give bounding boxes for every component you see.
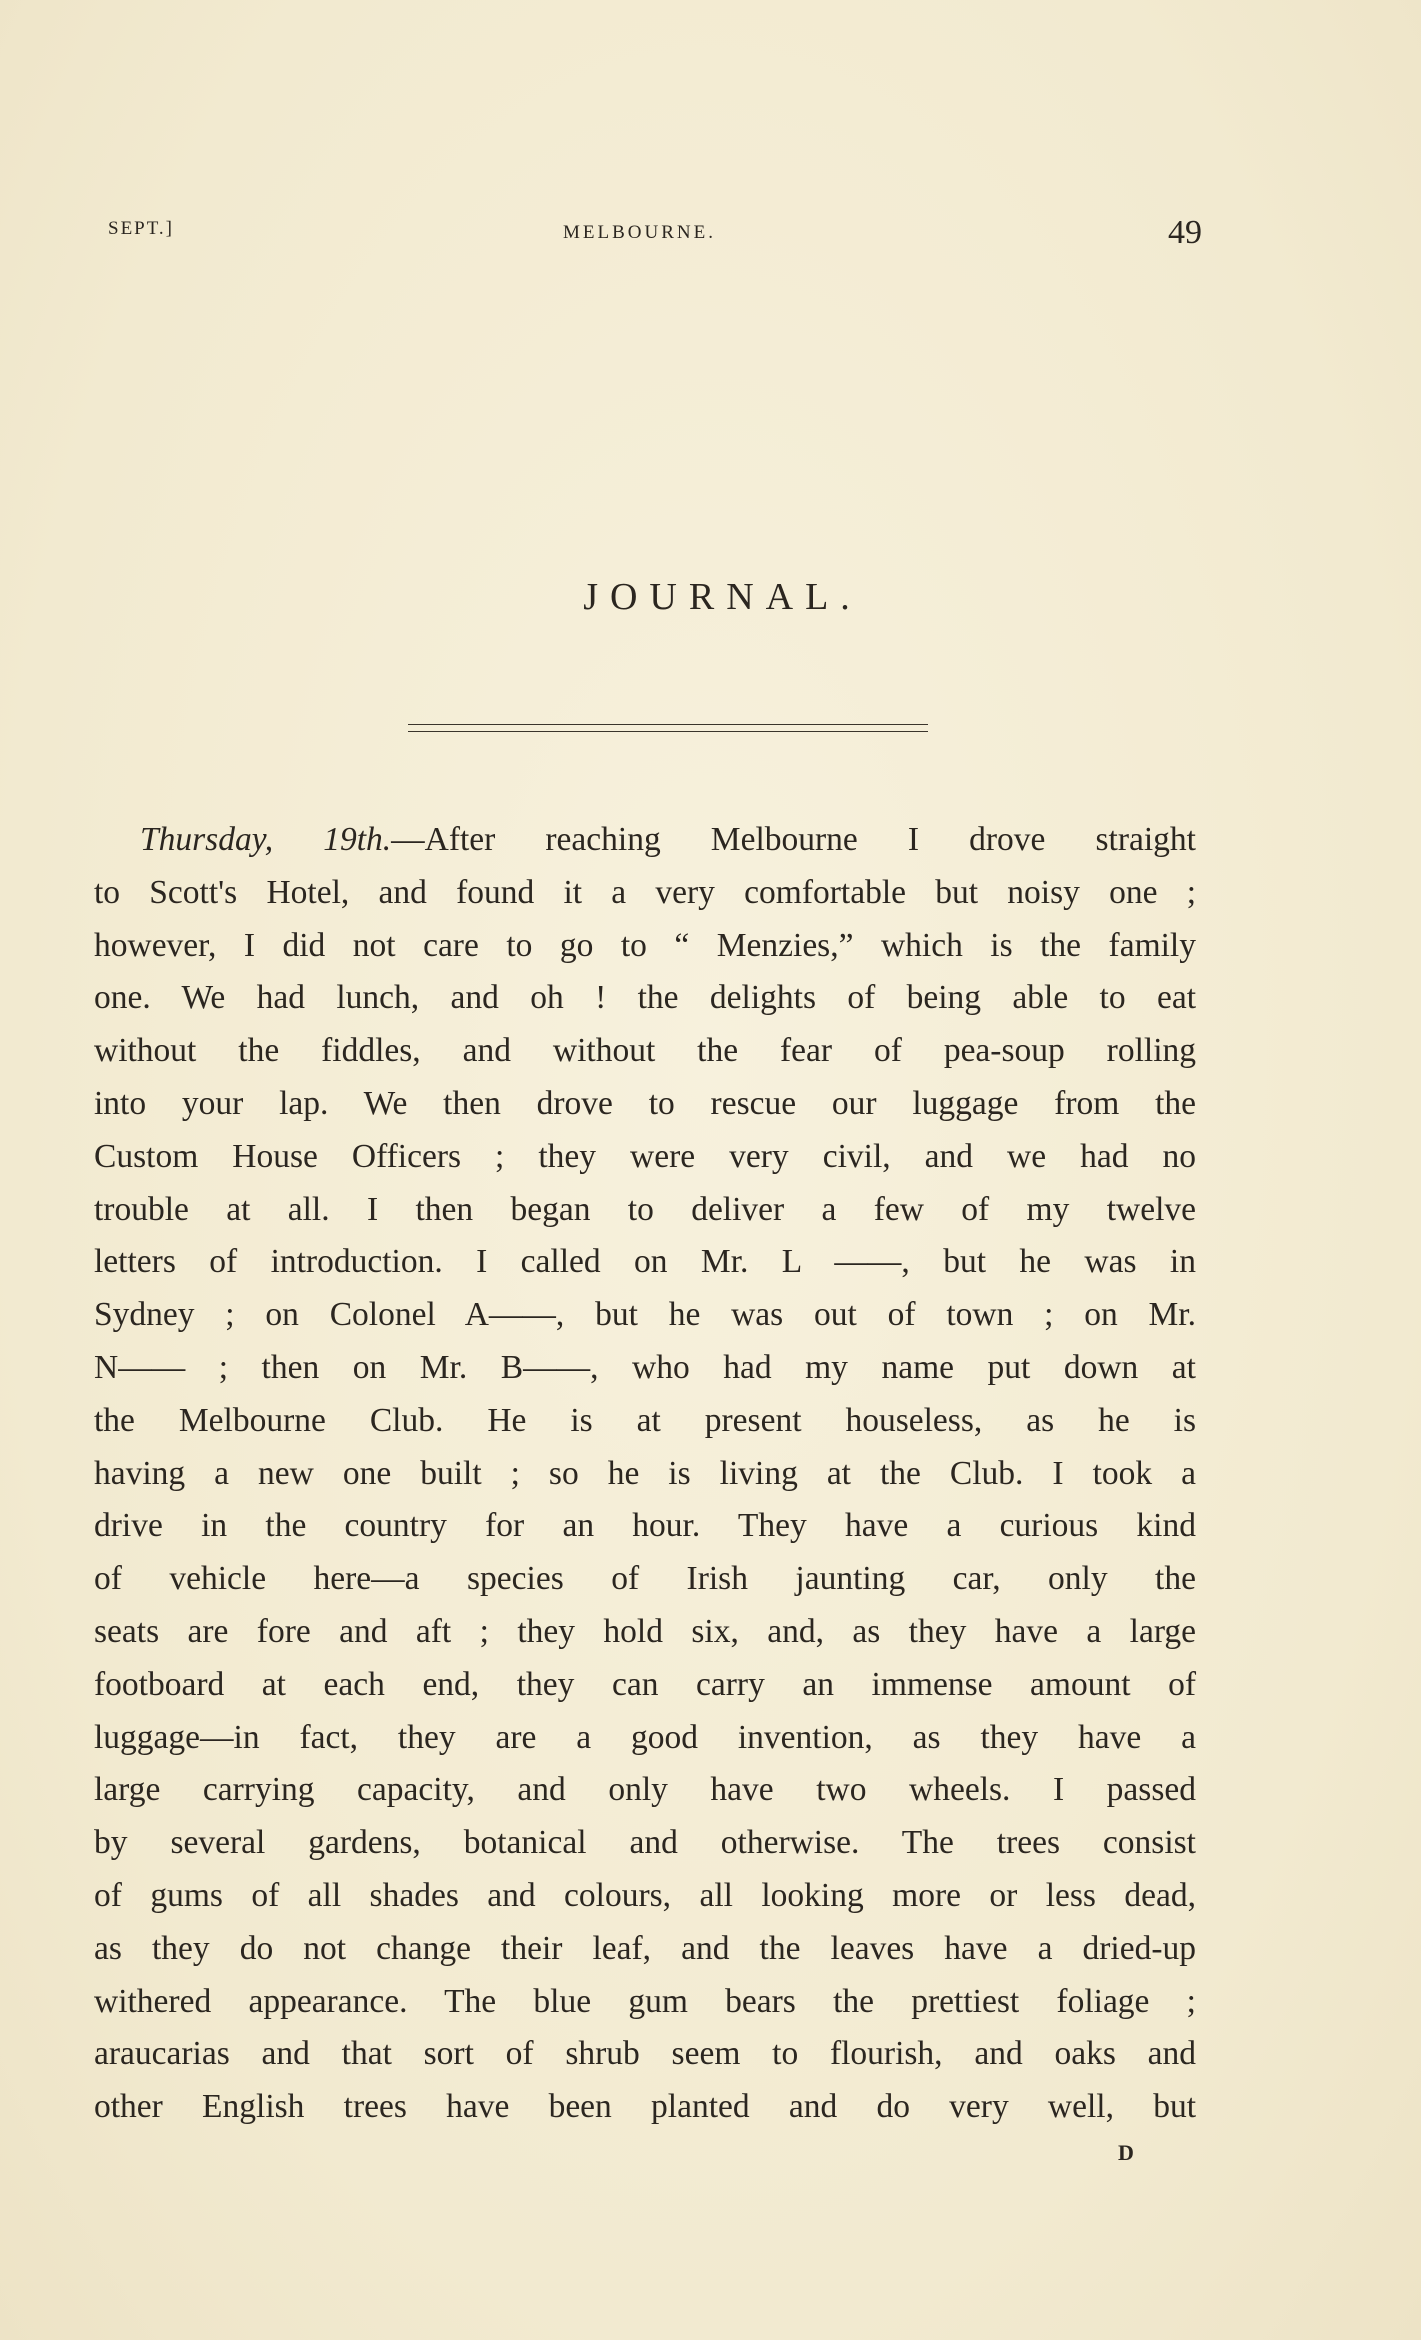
running-head-month: SEPT.] (108, 218, 175, 239)
text-line: to Scott's Hotel, and found it a very comfortable but noisy one ; (94, 873, 1196, 911)
text-line: luggage—in fact, they are a good invention, as they have a (94, 1718, 1196, 1756)
entry-date: Thursday, 19th. (140, 821, 392, 858)
title-rule-top (408, 724, 928, 725)
text-line: large carrying capacity, and only have two wheels. I passed (94, 1771, 1196, 1809)
text-line: by several gardens, botanical and otherwise. The trees consist (94, 1824, 1196, 1862)
journal-entry (94, 814, 1196, 2134)
title-rule-bottom (408, 731, 928, 732)
signature-mark: D (1118, 2140, 1134, 2165)
text-line: of gums of all shades and colours, all looking more or less dead, (94, 1876, 1196, 1914)
text-line: Custom House Officers ; they were very civil, and we had no (94, 1137, 1196, 1175)
text-line: other English trees have been planted and do very well, but (94, 2088, 1196, 2126)
page-number: 49 (1168, 214, 1202, 251)
section-title: JOURNAL. (583, 576, 862, 618)
text-line: araucarias and that sort of shrub seem to flourish, and oaks and (94, 2035, 1196, 2073)
text-line: into your lap. We then drove to rescue our luggage from the (94, 1084, 1196, 1122)
text-line: trouble at all. I then began to deliver a few of my twelve (94, 1190, 1196, 1228)
text-line: Sydney ; on Colonel A——, but he was out of town ; on Mr. (94, 1296, 1196, 1334)
text-line: the Melbourne Club. He is at present houseless, as he is (94, 1401, 1196, 1439)
running-head-place: MELBOURNE. (563, 222, 716, 243)
text-line: letters of introduction. I called on Mr. L ——, but he was in (94, 1243, 1196, 1281)
text-line: one. We had lunch, and oh ! the delights of being able to eat (94, 979, 1196, 1017)
text-line (94, 814, 1196, 867)
text-line: withered appearance. The blue gum bears the prettiest foliage ; (94, 1982, 1196, 2020)
text-line: of vehicle here—a species of Irish jaunting car, only the (94, 1560, 1196, 1598)
text-line: drive in the country for an hour. They have a curious kind (94, 1507, 1196, 1545)
text-line: footboard at each end, they can carry an immense amount of (94, 1665, 1196, 1703)
text-line: having a new one built ; so he is living at the Club. I took a (94, 1454, 1196, 1492)
text-line: N—— ; then on Mr. B——, who had my name put down at (94, 1348, 1196, 1386)
text-line-content: —After reaching Melbourne I drove straight (391, 821, 1196, 858)
running-head (108, 214, 1208, 254)
text-line: as they do not change their leaf, and the leaves have a dried-up (94, 1929, 1196, 1967)
text-line: however, I did not care to go to “ Menzies,” which is the family (94, 926, 1196, 964)
text-line: without the fiddles, and without the fear of pea-soup rolling (94, 1032, 1196, 1070)
text-line: seats are fore and aft ; they hold six, and, as they have a large (94, 1612, 1196, 1650)
